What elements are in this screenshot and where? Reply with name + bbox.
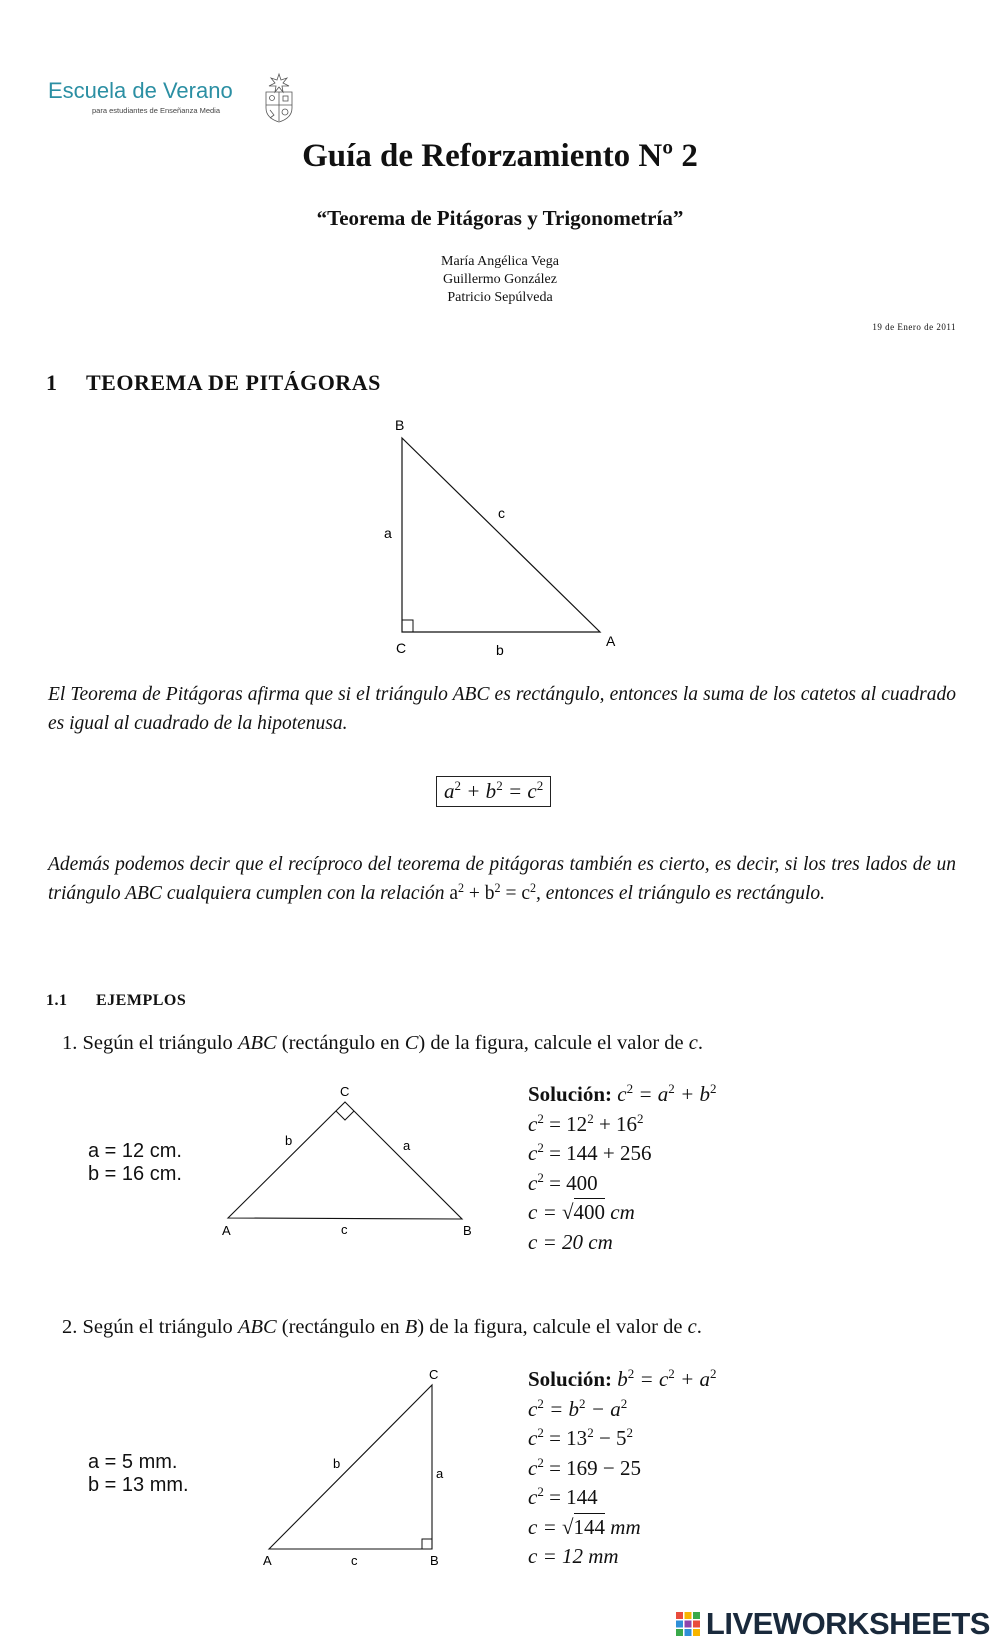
solution-line: $c^2 = 13^2 - 5^2$	[528, 1425, 634, 1450]
vertex-label-C: C	[429, 1367, 439, 1382]
vertex-label-B: B	[430, 1553, 439, 1568]
solution-line: $c^2 = 144 + 256$	[528, 1140, 652, 1165]
logo-subtitle: para estudiantes de Enseñanza Media	[92, 106, 221, 115]
right-angle-marker	[402, 620, 413, 632]
example-1-given	[88, 1140, 182, 1186]
example-2-solution	[528, 1365, 717, 1572]
author-1: María Angélica Vega	[441, 254, 559, 269]
side-label-a: a	[403, 1138, 411, 1153]
example-1-triangle-figure	[215, 1080, 485, 1240]
given-b: b = 13 mm.	[88, 1474, 189, 1496]
vertex-label-B: B	[395, 417, 405, 433]
relation-formula: $a^2 + b^2 = c^2$	[449, 880, 537, 904]
author-3: Patricio Sepúlveda	[447, 290, 553, 305]
reciprocal-paragraph: Además podemos decir que el recíproco del teorema de pitágoras también es cierto, es decir, si los tres lados de un triángulo ABC cualquiera cumplen con la relación $a^2 + b^2 = c^2$, entonces el triángulo es rectángulo.	[48, 854, 956, 904]
liveworksheets-logo[interactable]	[675, 1606, 990, 1642]
solution-line: c = 20 cm	[528, 1229, 613, 1254]
solution-line: Solución: $b^2 = c^2 + a^2$	[528, 1366, 717, 1391]
vertex-label-A: A	[263, 1553, 272, 1568]
right-angle-marker	[422, 1539, 432, 1549]
solution-line: c = √144 mm	[528, 1514, 641, 1539]
example-1-solution	[528, 1080, 717, 1257]
page-title: Guía de Reforzamiento Nº 2	[302, 138, 698, 174]
document-date: 19 de Enero de 2011	[872, 322, 956, 332]
side-label-b: b	[496, 642, 504, 658]
side-label-b: b	[333, 1456, 341, 1471]
example-2-question: 2. Según el triángulo ABC (rectángulo en B) de la figura, calcule el valor de c.	[62, 1316, 702, 1338]
triangle-shape	[402, 438, 600, 632]
subsection-title: EJEMPLOS	[96, 992, 187, 1009]
vertex-label-C: C	[396, 640, 407, 656]
solution-line: $c^2 = 400$	[528, 1169, 598, 1195]
solution-line: $c^2 = 144$	[528, 1484, 598, 1509]
pythagoras-formula: $a^2 + b^2 = c^2$	[436, 776, 551, 807]
side-label-c: c	[351, 1553, 358, 1568]
vertex-label-A: A	[606, 633, 616, 649]
solution-line: $c^2 = 12^2 + 16^2$	[528, 1110, 644, 1136]
vertex-label-A: A	[222, 1223, 231, 1238]
example-2-triangle-figure	[255, 1364, 455, 1574]
example-2-given	[88, 1451, 189, 1497]
solution-line: Solución: $c^2 = a^2 + b^2$	[528, 1081, 717, 1106]
given-a: a = 12 cm.	[88, 1140, 182, 1162]
triangle-shape	[269, 1385, 432, 1549]
school-logo	[48, 70, 288, 130]
subsection-number: 1.1	[46, 992, 68, 1009]
side-label-b: b	[285, 1133, 293, 1148]
side-label-c: c	[498, 505, 505, 521]
sqrt-symbol: √	[562, 1514, 574, 1539]
solution-line: c = √400 cm	[528, 1200, 635, 1224]
given-a: a = 5 mm.	[88, 1451, 178, 1473]
given-b: b = 16 cm.	[88, 1163, 182, 1185]
pythagoras-triangle-figure	[370, 410, 630, 660]
side-label-a: a	[384, 525, 392, 541]
right-angle-marker	[336, 1111, 354, 1120]
sqrt-symbol: √	[562, 1200, 574, 1224]
subsection-heading	[46, 992, 186, 1010]
side-label-c: c	[341, 1222, 348, 1237]
vertex-label-B: B	[463, 1223, 472, 1238]
author-2: Guillermo González	[443, 272, 557, 287]
section-number: 1	[46, 370, 58, 395]
side-label-a: a	[436, 1466, 444, 1481]
solution-line: $c^2 = 169 - 25$	[528, 1454, 642, 1480]
solution-line: c = 12 mm	[528, 1544, 619, 1568]
section-title: TEOREMA DE PITÁGORAS	[86, 370, 381, 395]
liveworksheets-logo-icon	[675, 1611, 701, 1637]
section-heading	[46, 370, 381, 396]
liveworksheets-brand-text: LIVEWORKSHEETS	[705, 1606, 990, 1641]
logo-title: Escuela de Verano	[48, 78, 233, 103]
university-crest-icon	[258, 72, 300, 124]
page-subtitle: “Teorema de Pitágoras y Trigonometría”	[316, 206, 684, 230]
vertex-label-C: C	[340, 1084, 350, 1099]
solution-line: $c^2 = b^2 - a^2$	[528, 1395, 628, 1421]
theorem-paragraph: El Teorema de Pitágoras afirma que si el triángulo ABC es rectángulo, entonces la suma de los catetos al cuadrado es igual al cuadrado de la hipotenusa.	[48, 684, 956, 734]
example-1-question: 1. Según el triángulo ABC (rectángulo en C) de la figura, calcule el valor de c.	[62, 1032, 703, 1054]
